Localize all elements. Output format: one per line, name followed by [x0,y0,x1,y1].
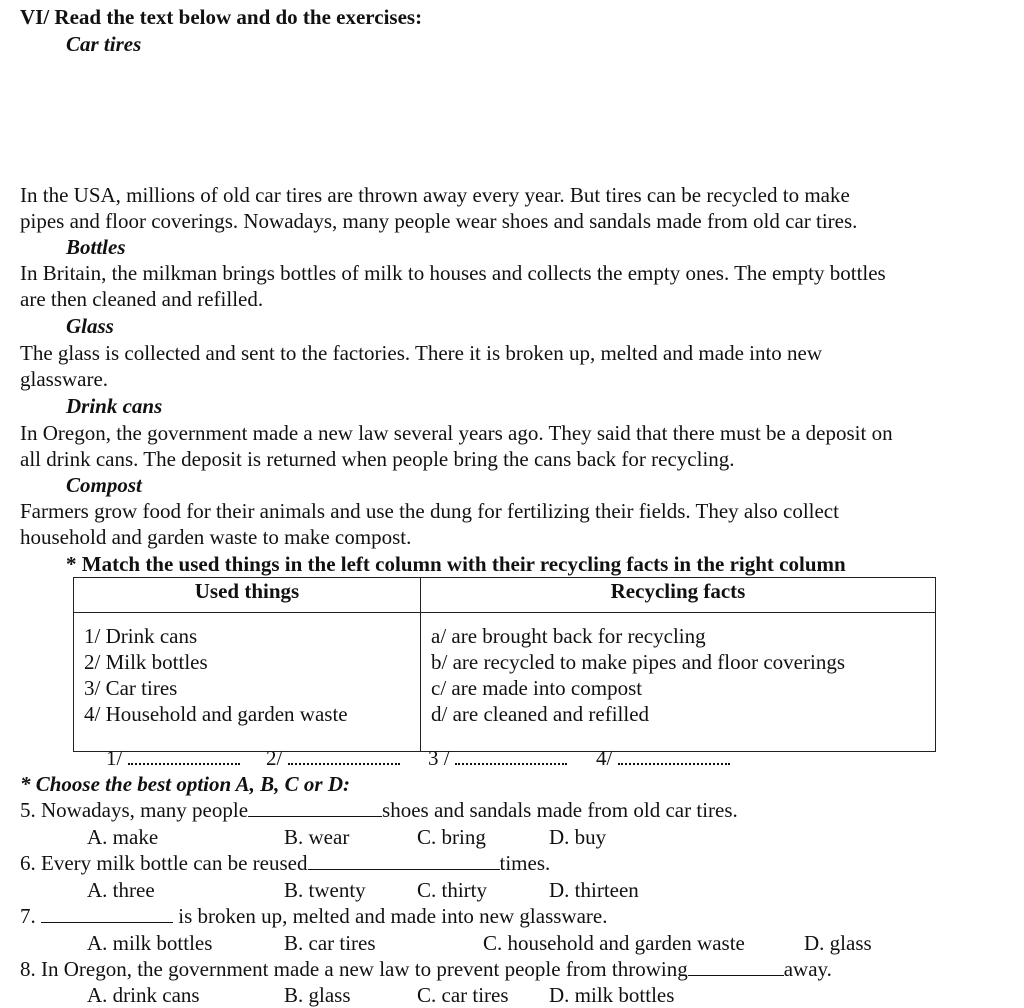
match-answer-3-label: 3 / [428,746,450,770]
used-thing-4: 4/ Household and garden waste [84,702,348,726]
used-things-column [74,613,421,752]
match-answer-4 [596,745,730,771]
question-8-option-b[interactable]: B. glass [284,983,351,1007]
match-instruction: * Match the used things in the left column with their recycling facts in the right column [66,552,846,576]
match-header-recycling-facts: Recycling facts [421,578,936,613]
paragraph-compost-line-1: Farmers grow food for their animals and use the dung for fertilizing their fields. They also collect [20,499,839,523]
section-title-compost: Compost [66,473,142,497]
question-5-option-a[interactable]: A. make [87,825,159,849]
question-6-option-d[interactable]: D. thirteen [549,878,639,902]
recycling-fact-a: a/ are brought back for recycling [431,624,706,648]
question-6-blank[interactable] [308,850,500,870]
match-answer-3 [428,745,567,771]
paragraph-compost-line-2: household and garden waste to make compost. [20,525,412,549]
paragraph-bottles-line-1: In Britain, the milkman brings bottles of milk to houses and collects the empty ones. The empty bottles [20,261,886,285]
question-8-stem: 8. In Oregon, the government made a new law to prevent people from throwing [20,957,688,981]
question-7-option-a[interactable]: A. milk bottles [87,931,213,955]
recycling-facts-column [421,613,936,752]
match-answers [106,745,240,771]
paragraph-glass-line-2: glassware. [20,367,109,391]
question-8-blank[interactable] [688,956,784,976]
question-7-option-c[interactable]: C. household and garden waste [483,931,745,955]
question-6 [20,850,550,876]
match-table [73,577,936,752]
question-7-option-b[interactable]: B. car tires [284,931,376,955]
paragraph-glass-line-1: The glass is collected and sent to the factories. There it is broken up, melted and made into new [20,341,823,365]
section-title-drink-cans: Drink cans [66,394,163,418]
question-5-stem: 5. Nowadays, many people [20,798,249,822]
paragraph-drink-cans-line-2: all drink cans. The deposit is returned when people bring the cans back for recycling. [20,447,735,471]
used-thing-1: 1/ Drink cans [84,624,198,648]
match-answer-4-label: 4/ [596,746,613,770]
paragraph-car-tires-line-1: In the USA, millions of old car tires are thrown away every year. But tires can be recycled to make [20,183,850,207]
question-6-stem-end: times. [499,851,551,875]
paragraph-car-tires-line-2: pipes and floor coverings. Nowadays, many people wear shoes and sandals made from old car tires. [20,209,858,233]
question-7-stem: 7. [20,904,36,928]
question-8-option-a[interactable]: A. drink cans [87,983,200,1007]
match-header-used-things: Used things [74,578,421,613]
question-6-option-a[interactable]: A. three [87,878,155,902]
question-7 [20,903,607,929]
match-answer-2-blank[interactable] [288,747,400,765]
choose-instruction: * Choose the best option A, B, C or D: [20,772,351,796]
question-5-option-b[interactable]: B. wear [284,825,350,849]
question-7-stem-end: is broken up, melted and made into new glassware. [178,904,608,928]
question-5-option-c[interactable]: C. bring [417,825,486,849]
used-thing-2: 2/ Milk bottles [84,650,208,674]
recycling-fact-b: b/ are recycled to make pipes and floor coverings [431,650,846,674]
used-thing-3: 3/ Car tires [84,676,178,700]
match-answer-2 [266,745,400,771]
question-5-stem-end: shoes and sandals made from old car tires. [382,798,738,822]
question-8-option-d[interactable]: D. milk bottles [549,983,675,1007]
question-7-option-d[interactable]: D. glass [804,931,872,955]
question-6-stem: 6. Every milk bottle can be reused [20,851,308,875]
question-8-option-c[interactable]: C. car tires [417,983,509,1007]
question-5-option-d[interactable]: D. buy [549,825,607,849]
question-7-blank[interactable] [41,903,173,923]
recycling-fact-c: c/ are made into compost [431,676,643,700]
question-8-stem-end: away. [783,957,832,981]
question-8 [20,956,832,982]
section-title-glass: Glass [66,314,114,338]
exercise-heading: VI/ Read the text below and do the exercises: [20,5,423,29]
paragraph-bottles-line-2: are then cleaned and refilled. [20,287,264,311]
question-5 [20,797,738,823]
match-answer-1-label: 1/ [106,746,123,770]
paragraph-drink-cans-line-1: In Oregon, the government made a new law several years ago. They said that there must be a deposit on [20,421,893,445]
recycling-fact-d: d/ are cleaned and refilled [431,702,650,726]
match-answer-2-label: 2/ [266,746,283,770]
match-answer-4-blank[interactable] [618,747,730,765]
question-6-option-c[interactable]: C. thirty [417,878,488,902]
question-5-blank[interactable] [248,797,382,817]
match-answer-1-blank[interactable] [128,747,240,765]
question-6-option-b[interactable]: B. twenty [284,878,366,902]
section-title-bottles: Bottles [66,235,126,259]
section-title-car-tires: Car tires [66,32,142,56]
match-answer-3-blank[interactable] [455,747,567,765]
